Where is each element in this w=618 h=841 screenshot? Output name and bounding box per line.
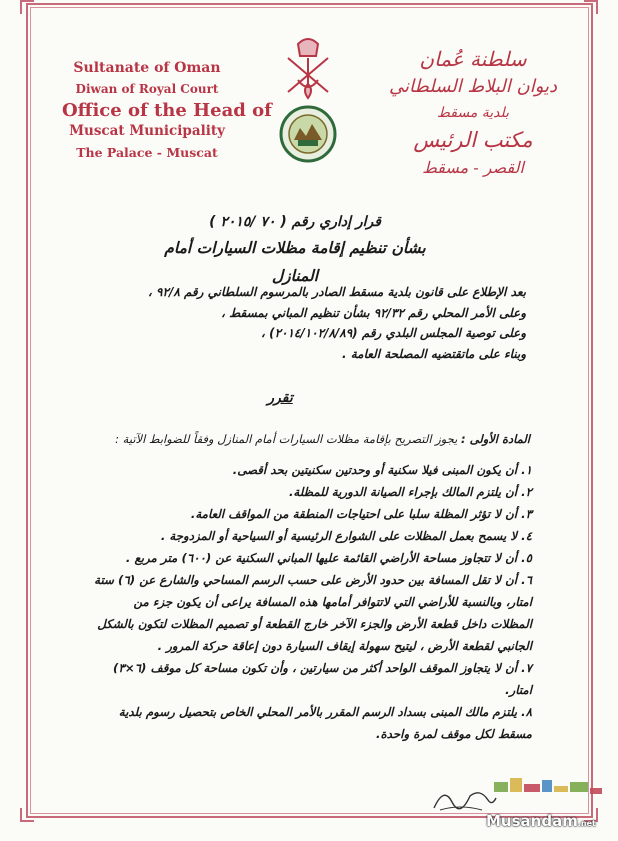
letterhead-ar-line: سلطنة عُمان	[419, 47, 527, 71]
article-text: يجوز التصريح بإقامة مظلات السيارات أمام المنازل وفقاً للضوابط الآتية :	[115, 432, 458, 446]
letterhead-en-line: Muscat Municipality	[69, 123, 225, 139]
preamble-line: وعلى الأمر المحلي رقم ٩٢/٣٢ بشأن تنظيم المباني بمسقط ،	[221, 305, 526, 320]
preamble-line: وعلى توصية المجلس البلدي رقم (٢٠١٤/١٠٢/٨/٨٩) ،	[261, 326, 526, 340]
letterhead-en-line: The Palace - Muscat	[76, 145, 218, 160]
letterhead-ar-line: مكتب الرئيس	[413, 128, 533, 152]
preamble	[96, 282, 526, 364]
preamble-line: وبناء على ماتقتضيه المصلحة العامة .	[342, 346, 526, 361]
letterhead-english	[62, 58, 272, 163]
article-one	[90, 432, 530, 446]
decision-number: قرار إداري رقم ( ٧٠ /٢٠١٥ )	[209, 214, 381, 230]
condition-item: ٣. أن لا تؤثر المظلة سلبا على احتياجات المنطقة من المواقف العامة.	[190, 507, 532, 521]
article-heading: المادة الأولى :	[461, 432, 530, 446]
border-corner	[20, 808, 34, 822]
letterhead-ar-line: ديوان البلاط السلطاني	[388, 76, 558, 97]
condition-item: ٦. أن لا تقل المسافة بين حدود الأرض على حسب الرسم المساحي والشارع عن (٦) ستة امتار، وبالنسبة للأراضي التي لاتتوافر أمامها هذه المسافة يراعى أن يكون جزء من المظلات داخل قطعة الأرض والجزء الآخر خارج القطعة أو تصميم المظلات لتكون بالشكل الجانبي لقطعة الأرض ، ليتيح سهولة إيقاف السيارة دون إعاقة حركة المرور .	[94, 573, 532, 653]
watermark-suffix: .net	[577, 819, 596, 828]
condition-item: ٤. لا يسمح بعمل المظلات على الشوارع الرئيسية أو السياحية أو المزدوجة .	[160, 529, 532, 543]
border-corner	[584, 0, 598, 14]
watermark-main: Musandam	[486, 812, 578, 830]
preamble-line: بعد الإطلاع على قانون بلدية مسقط الصادر بالمرسوم السلطاني رقم ٩٢/٨ ،	[147, 285, 526, 299]
letterhead-ar-line: القصر - مسقط	[422, 158, 524, 177]
letterhead-ar-line: بلدية مسقط	[436, 105, 510, 121]
border-corner	[20, 0, 34, 14]
condition-item: ١. أن يكون المبنى فيلا سكنية أو وحدتين سكنيتين بحد أقصى.	[232, 463, 532, 477]
condition-item: ٢. أن يلتزم المالك بإجراء الصيانة الدورية للمظلة.	[288, 485, 532, 499]
decides-heading: تقرر	[267, 390, 293, 406]
conditions-list	[92, 459, 532, 745]
letterhead-en-line: Sultanate of Oman	[73, 60, 221, 76]
letterhead-en-line: Office of the Head of	[62, 100, 272, 121]
letterhead-en-line: Diwan of Royal Court	[75, 82, 219, 96]
condition-item: ٨. يلتزم مالك المبنى بسداد الرسم المقرر بالأمر المحلي الخاص بتحصيل رسوم بلدية مسقط لكل موقف لمرة واحدة.	[118, 705, 532, 741]
watermark	[486, 812, 596, 830]
decision-title	[140, 210, 450, 285]
condition-item: ٧. أن لا يتجاوز الموقف الواحد أكثر من سيارتين ، وأن تكون مساحة كل موقف (٦×٣) امتار.	[113, 661, 532, 697]
decision-subject: بشأن تنظيم إقامة مظلات السيارات أمام المنازل	[164, 239, 426, 285]
letterhead-arabic	[378, 46, 568, 181]
oman-emblem-icon	[276, 36, 340, 168]
condition-item: ٥. أن لا تتجاوز مساحة الأراضي القائمة عليها المباني السكنية عن (٦٠٠) متر مربع .	[125, 551, 532, 565]
